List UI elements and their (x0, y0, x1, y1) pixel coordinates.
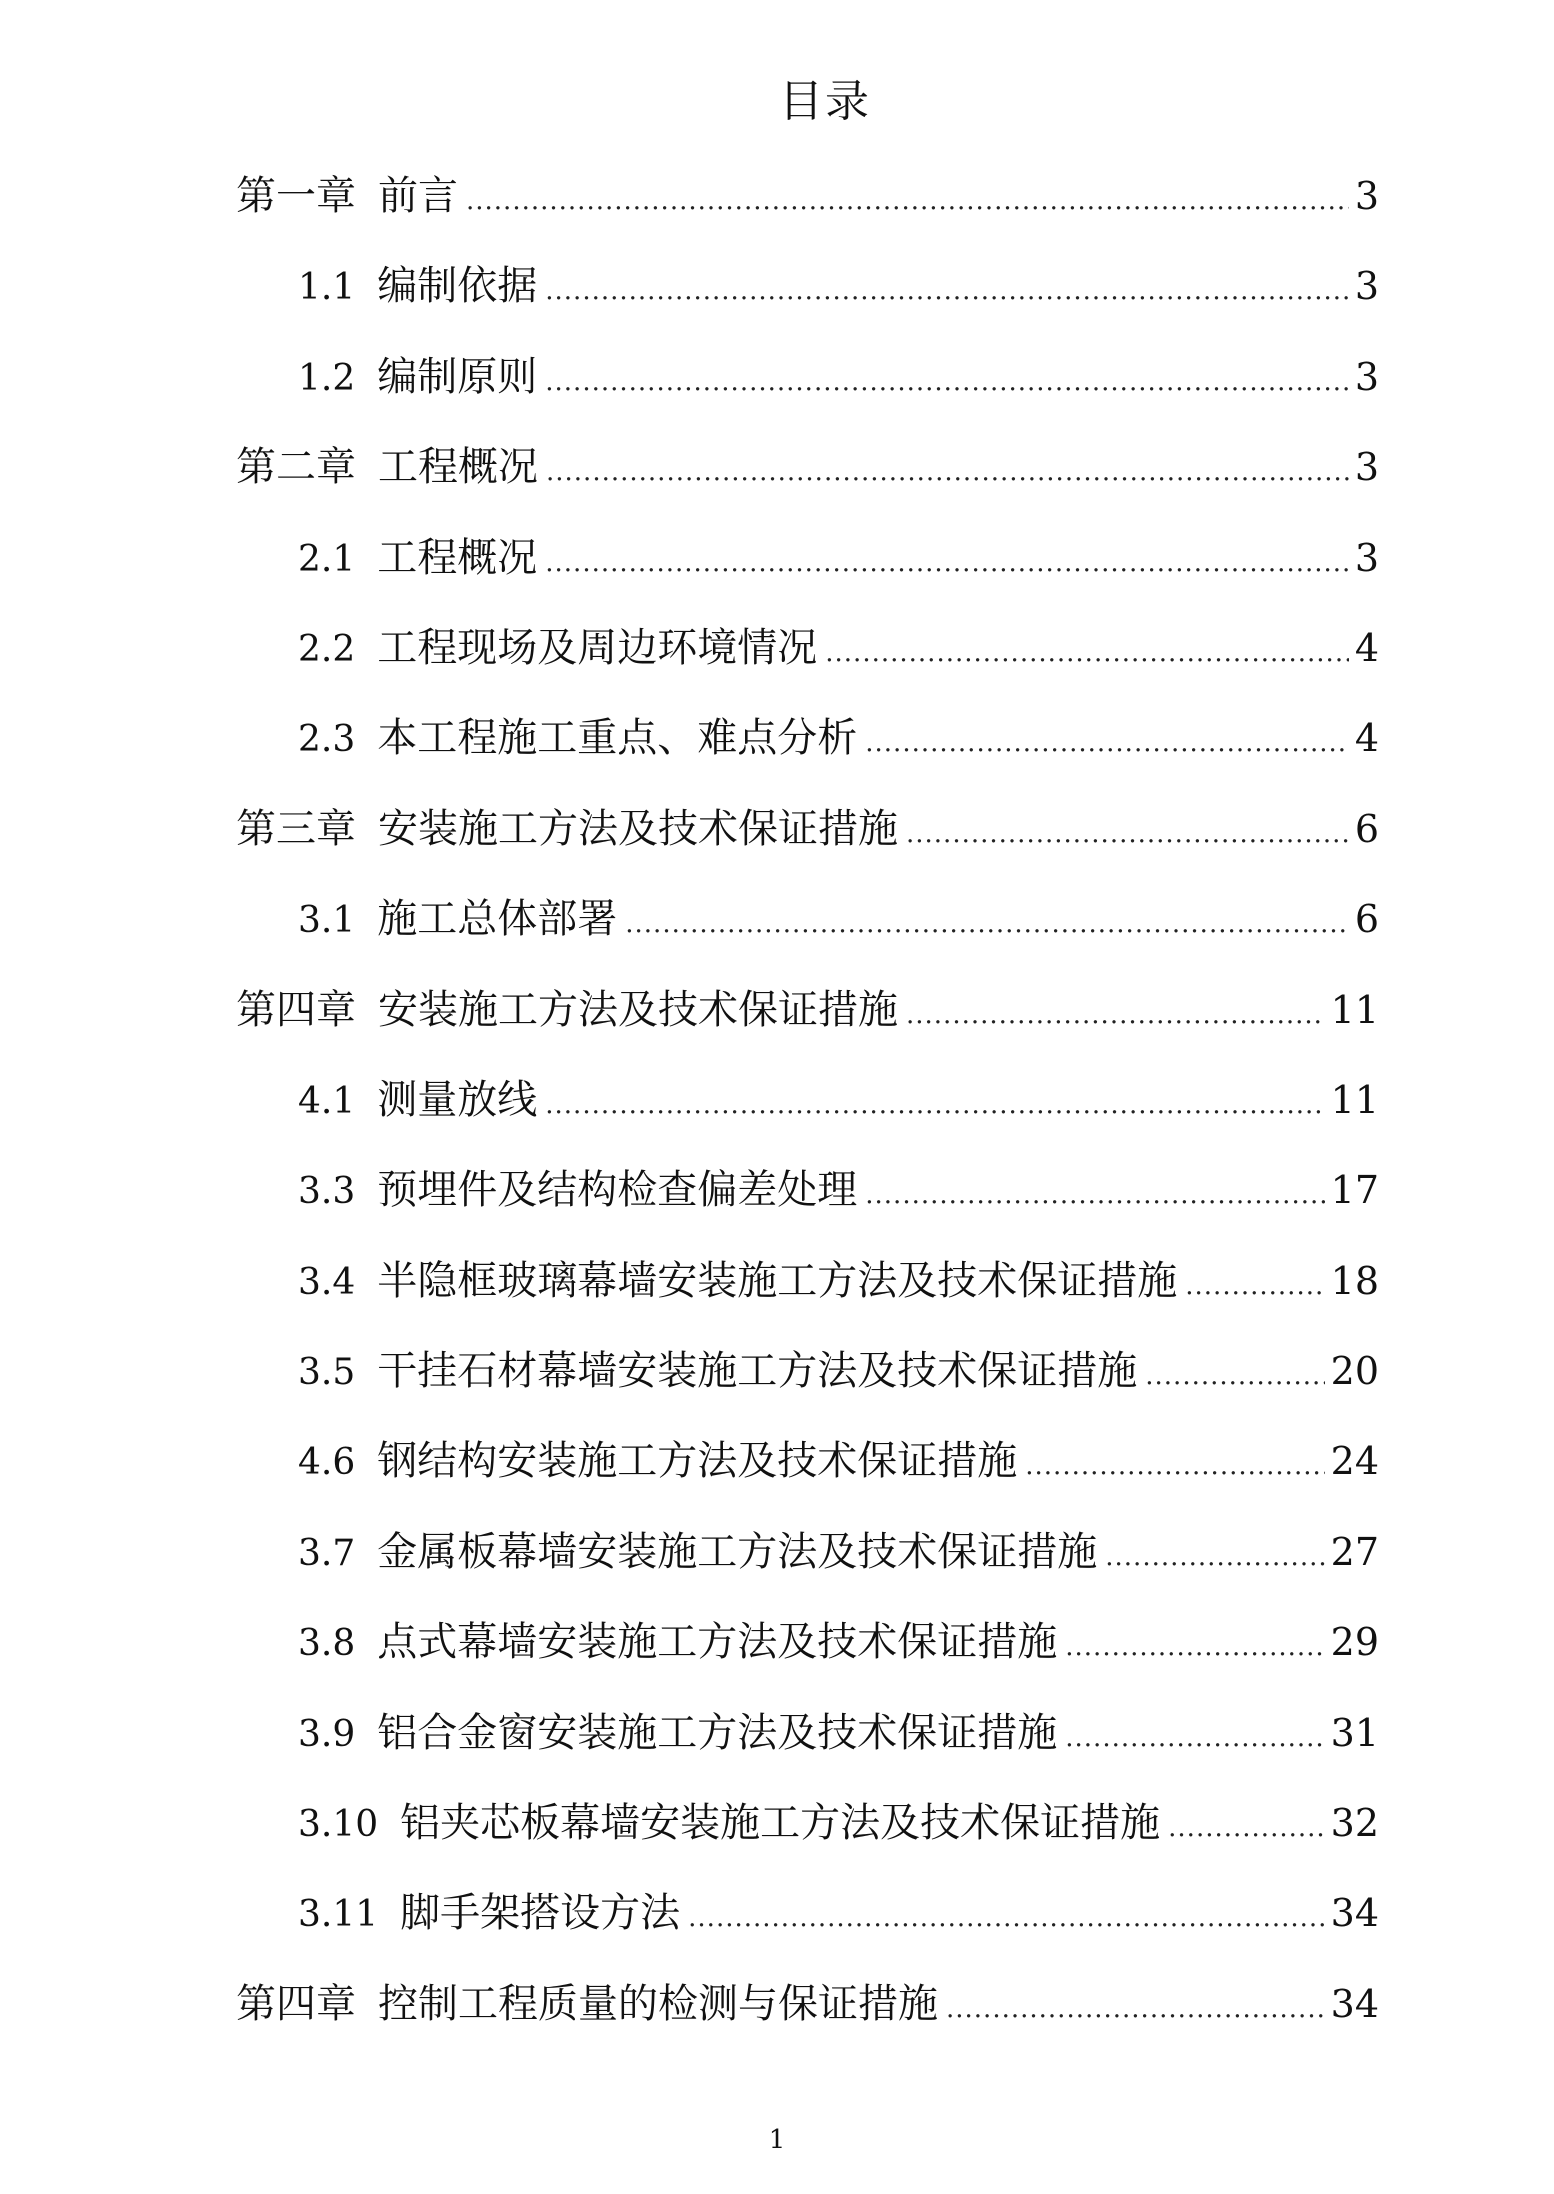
toc-entry-number: 3.8 (298, 1623, 356, 1665)
toc-entry[interactable] (0, 1341, 1554, 1431)
toc-entry-number: 2.3 (298, 719, 356, 761)
page-number: 1 (768, 2125, 786, 2155)
toc-dot-leader (865, 1165, 1324, 1225)
toc-dot-leader (825, 623, 1349, 683)
toc-entry-page: 11 (1330, 1077, 1379, 1122)
toc-entry-number: 4.1 (298, 1080, 356, 1122)
toc-dot-leader (546, 442, 1349, 502)
toc-entry-number: 1.2 (298, 357, 356, 399)
toc-entry-number: 3.7 (298, 1532, 356, 1574)
toc-dot-leader (1065, 1708, 1324, 1768)
toc-entry-page: 27 (1330, 1529, 1379, 1574)
toc-entry[interactable] (0, 1431, 1554, 1521)
toc-dot-leader (545, 533, 1349, 593)
toc-dot-leader (865, 713, 1349, 773)
toc-entry-text: 工程概况 (377, 534, 538, 581)
toc-entry-text: 前言 (378, 173, 458, 219)
toc-entry-number: 3.3 (298, 1171, 356, 1213)
toc-entry-page: 34 (1330, 1891, 1379, 1936)
toc-dot-leader (906, 985, 1325, 1045)
toc-entry-page: 3 (1354, 354, 1379, 399)
toc-entry-text: 控制工程质量的检测与保证措施 (378, 1980, 938, 2027)
toc-dot-leader (545, 1075, 1324, 1135)
toc-entry-text: 脚手架搭设方法 (400, 1890, 681, 1937)
toc-entry-number: 3.1 (298, 900, 356, 942)
toc-entry-page: 3 (1354, 535, 1379, 580)
toc-entry-text: 测量放线 (377, 1076, 538, 1123)
toc-dot-leader (625, 894, 1349, 954)
toc-entry-number: 2.1 (298, 538, 356, 580)
toc-entry-page: 24 (1330, 1439, 1379, 1484)
toc-entry[interactable] (0, 166, 1554, 256)
toc-dot-leader (545, 352, 1349, 412)
toc-entry[interactable] (0, 1974, 1554, 2064)
toc-entry-text: 金属板幕墙安装施工方法及技术保证措施 (377, 1528, 1098, 1575)
toc-entry-number: 3.9 (298, 1713, 356, 1755)
toc-entry-text: 铝夹芯板幕墙安装施工方法及技术保证措施 (400, 1800, 1161, 1847)
toc-entry-text: 铝合金窗安装施工方法及技术保证措施 (377, 1709, 1058, 1756)
toc-entry-page: 6 (1354, 897, 1379, 942)
toc-entry-text: 工程概况 (378, 444, 538, 491)
toc-entry[interactable] (0, 1703, 1554, 1793)
toc-entry[interactable] (0, 618, 1554, 708)
toc-entry-text: 工程现场及周边环境情况 (377, 624, 818, 671)
toc-entry-text: 钢结构安装施工方法及技术保证措施 (377, 1438, 1018, 1485)
toc-entry-number: 第四章 (236, 1980, 356, 2027)
toc-dot-leader (1145, 1346, 1324, 1406)
toc-dot-leader (545, 261, 1349, 321)
toc-entry-number: 3.4 (298, 1261, 356, 1303)
toc-entry-number: 2.2 (298, 628, 356, 670)
toc-entry[interactable] (0, 1160, 1554, 1250)
toc-entry[interactable] (0, 528, 1554, 618)
toc-entry-number: 第一章 (236, 173, 356, 219)
toc-entry[interactable] (0, 256, 1554, 346)
toc-dot-leader (1105, 1527, 1324, 1587)
toc-title: 目录 (779, 76, 871, 127)
toc-entry-page: 4 (1354, 716, 1379, 761)
toc-entry-number: 1.1 (298, 267, 356, 309)
toc-entry-number: 3.5 (298, 1352, 356, 1394)
toc-entry-page: 3 (1354, 445, 1379, 490)
toc-entry-text: 施工总体部署 (377, 896, 618, 943)
toc-entry-page: 32 (1330, 1801, 1379, 1846)
toc-entry-page: 18 (1330, 1258, 1379, 1303)
toc-entry[interactable] (0, 1612, 1554, 1702)
toc-entry[interactable] (0, 1522, 1554, 1612)
toc-entry-number: 3.11 (298, 1894, 379, 1936)
toc-entry-page: 20 (1330, 1349, 1379, 1394)
toc-dot-leader (946, 1979, 1325, 2039)
toc-entry-number: 第四章 (236, 986, 356, 1033)
toc-entry-text: 安装施工方法及技术保证措施 (378, 805, 898, 852)
toc-entry[interactable] (0, 1251, 1554, 1341)
toc-entry[interactable] (0, 1883, 1554, 1973)
toc-entry[interactable] (0, 799, 1554, 889)
toc-dot-leader (1065, 1617, 1324, 1677)
toc-entry[interactable] (0, 1793, 1554, 1883)
toc-list (0, 166, 1554, 2064)
toc-entry-page: 29 (1330, 1620, 1379, 1665)
toc-entry[interactable] (0, 437, 1554, 527)
toc-entry-page: 31 (1330, 1710, 1379, 1755)
toc-entry-number: 4.6 (298, 1442, 356, 1484)
toc-entry-number: 第二章 (236, 444, 356, 491)
toc-dot-leader (906, 804, 1349, 864)
toc-dot-leader (1025, 1436, 1324, 1496)
toc-entry[interactable] (0, 1070, 1554, 1160)
toc-entry[interactable] (0, 889, 1554, 979)
toc-entry-text: 编制原则 (377, 353, 538, 400)
toc-dot-leader (466, 171, 1349, 231)
toc-dot-leader (1168, 1798, 1324, 1858)
toc-entry-page: 3 (1354, 174, 1379, 218)
toc-entry-page: 4 (1354, 625, 1379, 670)
toc-entry-page: 17 (1330, 1168, 1379, 1213)
toc-entry-page: 34 (1330, 1981, 1379, 2026)
toc-entry-text: 干挂石材幕墙安装施工方法及技术保证措施 (377, 1348, 1138, 1395)
toc-entry-text: 本工程施工重点、难点分析 (377, 715, 858, 762)
toc-entry[interactable] (0, 708, 1554, 798)
toc-dot-leader (688, 1888, 1324, 1948)
toc-entry-page: 6 (1354, 806, 1379, 851)
toc-entry-number: 第三章 (236, 805, 356, 852)
toc-entry-text: 半隐框玻璃幕墙安装施工方法及技术保证措施 (377, 1257, 1178, 1304)
toc-entry-page: 11 (1330, 987, 1379, 1032)
toc-entry-text: 编制依据 (377, 263, 538, 310)
toc-entry-number: 3.10 (298, 1804, 379, 1846)
toc-entry-text: 点式幕墙安装施工方法及技术保证措施 (377, 1619, 1058, 1666)
toc-entry[interactable] (0, 980, 1554, 1070)
toc-entry-page: 3 (1354, 264, 1379, 309)
toc-entry[interactable] (0, 347, 1554, 437)
toc-dot-leader (1185, 1256, 1324, 1316)
toc-entry-text: 安装施工方法及技术保证措施 (378, 986, 898, 1033)
toc-entry-text: 预埋件及结构检查偏差处理 (377, 1167, 858, 1214)
